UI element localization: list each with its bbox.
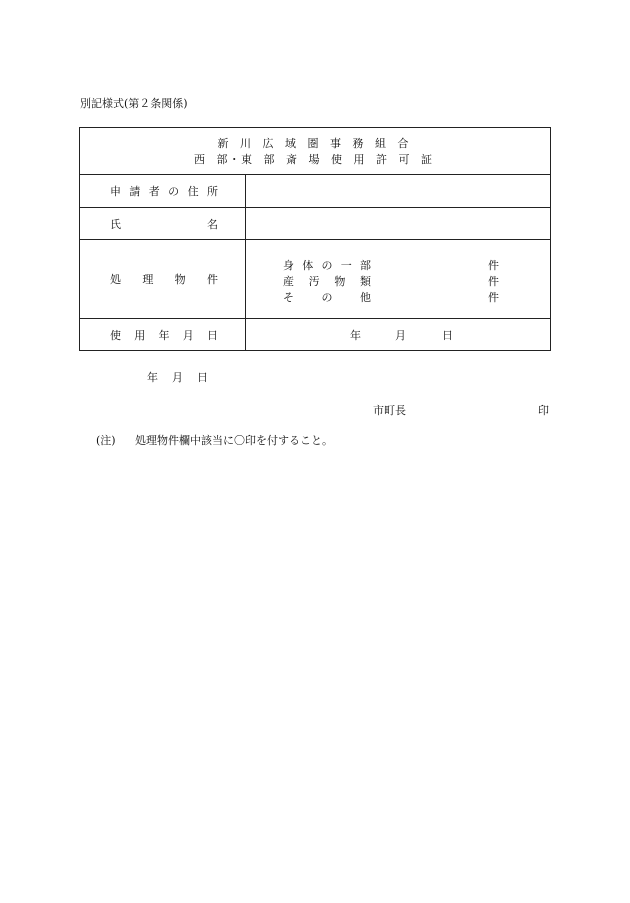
form-caption: 別記様式(第２条関係) <box>80 97 188 110</box>
name-field[interactable] <box>246 208 550 239</box>
note-mark: (注) <box>96 434 116 447</box>
issue-date: 年 月 日 <box>147 371 208 384</box>
name-label: 氏 名 <box>80 208 246 239</box>
note-text: 処理物件欄中該当に〇印を付すること。 <box>135 434 333 447</box>
name-row <box>80 208 550 240</box>
permit-form-table <box>79 127 551 351</box>
usage-date-label: 使 用 年 月 日 <box>80 319 246 350</box>
applicant-address-row <box>80 175 550 208</box>
applicant-address-field[interactable] <box>246 175 550 207</box>
item-body-part: 身 体 の 一 部 件 <box>283 259 499 272</box>
title-line-2: 西 部･東 部 斎 場 使 用 許 可 証 <box>194 153 436 166</box>
item-waste: 産 汚 物 類 件 <box>283 275 499 288</box>
items-row <box>80 240 550 319</box>
usage-date-row <box>80 319 550 350</box>
item-other: そ の 他 件 <box>283 291 499 304</box>
usage-date-field[interactable]: 年 月 日 <box>350 328 453 342</box>
title-line-1: 新 川 広 域 圏 事 務 組 合 <box>217 137 413 150</box>
items-field[interactable] <box>246 240 550 318</box>
applicant-address-label: 申 請 者 の 住 所 <box>80 175 246 207</box>
form-title <box>80 128 550 175</box>
mayor-label: 市町長 <box>373 404 406 417</box>
items-label: 処 理 物 件 <box>80 240 246 318</box>
seal-mark: 印 <box>538 404 549 417</box>
